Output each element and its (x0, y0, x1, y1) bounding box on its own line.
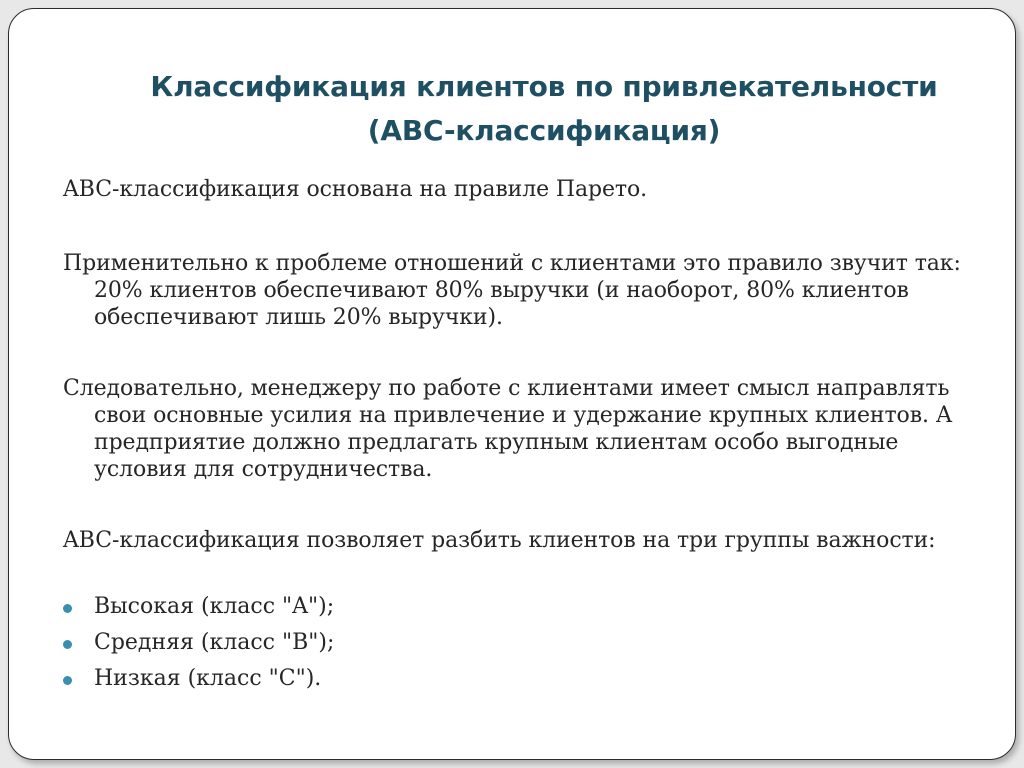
bullet-dot-icon (63, 640, 72, 649)
slide-frame (8, 8, 1016, 760)
bullet-dot-icon (63, 676, 72, 685)
list-item-low (63, 661, 334, 697)
paragraph-rule: Применительно к проблеме отношений с клиентами это правило звучит так: 20% клиентов обеспечивают 80% выручки (и наоборот, 80% клиентов обеспечивают лишь 20% выручки). (63, 251, 961, 330)
slide-title-line-1: Классификация клиентов по привлекательности (150, 70, 938, 103)
paragraph-manager: Следовательно, менеджеру по работе с клиентами имеет смысл направлять свои основные усилия на привлечение и удержание крупных клиентов. А предприятие должно предлагать крупным клиентам особо выгодные условия для сотрудничества. (63, 376, 953, 482)
bullet-dot-icon (63, 604, 72, 613)
list-item-label: Высокая (класс "A"); (94, 594, 335, 619)
list-item-label: Низкая (класс "C"). (94, 666, 322, 691)
list-item-label: Средняя (класс "B"); (94, 630, 335, 655)
slide-title-line-2: (ABC-классификация) (367, 114, 721, 147)
paragraph-groups: ABC-классификация позволяет разбить клиентов на три группы важности: (63, 528, 936, 553)
list-item-medium (63, 625, 334, 661)
importance-list (63, 589, 334, 697)
list-item-high (63, 589, 334, 625)
paragraph-pareto: ABC-классификация основана на правиле Парето. (63, 177, 648, 202)
slide-title (79, 65, 1009, 153)
